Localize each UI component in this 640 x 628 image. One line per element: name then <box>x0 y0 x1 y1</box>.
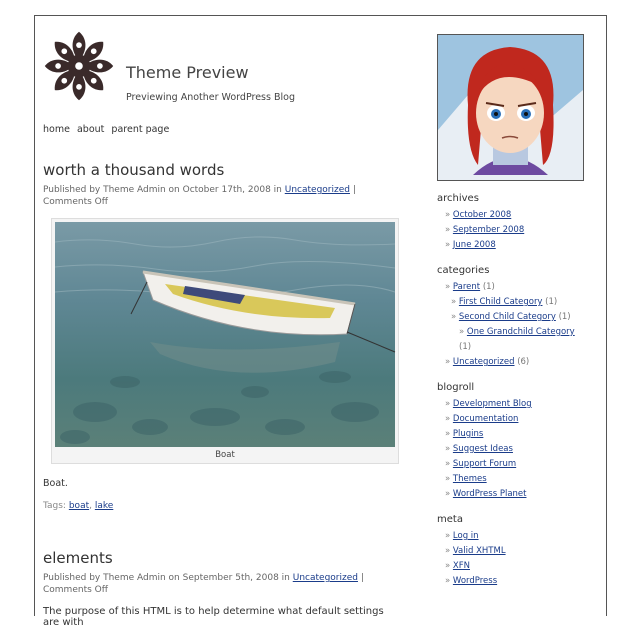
list-item <box>445 427 587 442</box>
nav-parent-page[interactable]: parent page <box>111 124 170 135</box>
xfn-link[interactable]: XFN <box>452 561 470 571</box>
list-item: » Uncategorized (6) <box>445 355 587 370</box>
category-link[interactable]: One Grandchild Category <box>466 327 575 337</box>
category-link[interactable]: Parent <box>452 282 481 292</box>
category-link[interactable]: Second Child Category <box>458 312 556 322</box>
post-meta: Published by Theme Admin on September 5th, 2008 in Uncategorized | Comments Off <box>43 573 364 595</box>
login-link[interactable]: Log in <box>452 531 479 541</box>
list-item <box>445 457 587 472</box>
list-item <box>445 472 587 487</box>
sidebar <box>437 34 587 589</box>
blogroll-link[interactable]: Support Forum <box>452 459 517 469</box>
list-item <box>445 559 587 574</box>
tag-link[interactable]: boat <box>68 501 90 511</box>
comments-status: Comments Off <box>43 585 108 595</box>
list-item <box>445 238 587 253</box>
post <box>43 549 395 628</box>
site-title[interactable]: Theme Preview <box>126 63 249 82</box>
avatar-illustration <box>438 35 583 180</box>
list-item <box>445 223 587 238</box>
site-description: Previewing Another WordPress Blog <box>126 92 295 103</box>
category-link[interactable]: Uncategorized <box>452 357 515 367</box>
category-link[interactable]: First Child Category <box>458 297 543 307</box>
category-link[interactable]: Uncategorized <box>284 185 350 195</box>
boat-photo <box>55 222 395 447</box>
post-title[interactable]: elements <box>43 549 113 567</box>
nav-about[interactable]: about <box>76 124 105 135</box>
list-item <box>445 487 587 502</box>
list-item <box>445 529 587 544</box>
blogroll-heading: blogroll <box>437 382 475 393</box>
avatar <box>437 34 584 181</box>
blogroll-link[interactable]: Plugins <box>452 429 484 439</box>
main-content <box>43 161 395 628</box>
archives-list <box>437 208 587 253</box>
blogroll-link[interactable]: Suggest Ideas <box>452 444 513 454</box>
blogroll-link[interactable]: Development Blog <box>452 399 532 409</box>
post-body: Boat. <box>43 478 68 489</box>
list-item: » One Grandchild Category (1) <box>445 325 587 355</box>
list-item: » Second Child Category (1) <box>445 310 587 325</box>
list-item <box>445 397 587 412</box>
archive-link[interactable]: June 2008 <box>452 240 496 250</box>
categories-heading: categories <box>437 265 490 276</box>
archives-heading: archives <box>437 193 479 204</box>
post-meta: Published by Theme Admin on October 17th, 2008 in Uncategorized | Comments Off <box>43 185 356 207</box>
wordpress-link[interactable]: WordPress <box>452 576 498 586</box>
post-tags: Tags: boat, lake <box>43 501 114 511</box>
page-frame <box>34 15 607 628</box>
valid-xhtml-link[interactable]: Valid XHTML <box>452 546 506 556</box>
category-link[interactable]: Uncategorized <box>292 573 358 583</box>
main-nav <box>43 124 173 135</box>
blogroll-list <box>437 397 587 502</box>
image-figure <box>51 218 399 464</box>
categories-list <box>437 280 587 370</box>
meta-list <box>437 529 587 589</box>
flower-logo-icon[interactable] <box>41 28 117 104</box>
post-title[interactable]: worth a thousand words <box>43 161 225 179</box>
meta-heading: meta <box>437 514 463 525</box>
list-item <box>445 442 587 457</box>
post-body: The purpose of this HTML is to help determine what default settings are with <box>43 606 384 628</box>
tag-link[interactable]: lake <box>94 501 114 511</box>
post <box>43 161 395 511</box>
image-caption: Boat <box>215 450 235 460</box>
list-item <box>445 208 587 223</box>
blogroll-link[interactable]: Themes <box>452 474 487 484</box>
list-item: » First Child Category (1) <box>445 295 587 310</box>
list-item <box>445 544 587 559</box>
list-item: » Parent (1) <box>445 280 587 295</box>
archive-link[interactable]: September 2008 <box>452 225 525 235</box>
list-item <box>445 412 587 427</box>
nav-home[interactable]: home <box>43 124 70 135</box>
archive-link[interactable]: October 2008 <box>452 210 512 220</box>
blogroll-link[interactable]: WordPress Planet <box>452 489 527 499</box>
blogroll-link[interactable]: Documentation <box>452 414 519 424</box>
list-item <box>445 574 587 589</box>
comments-status: Comments Off <box>43 197 108 207</box>
